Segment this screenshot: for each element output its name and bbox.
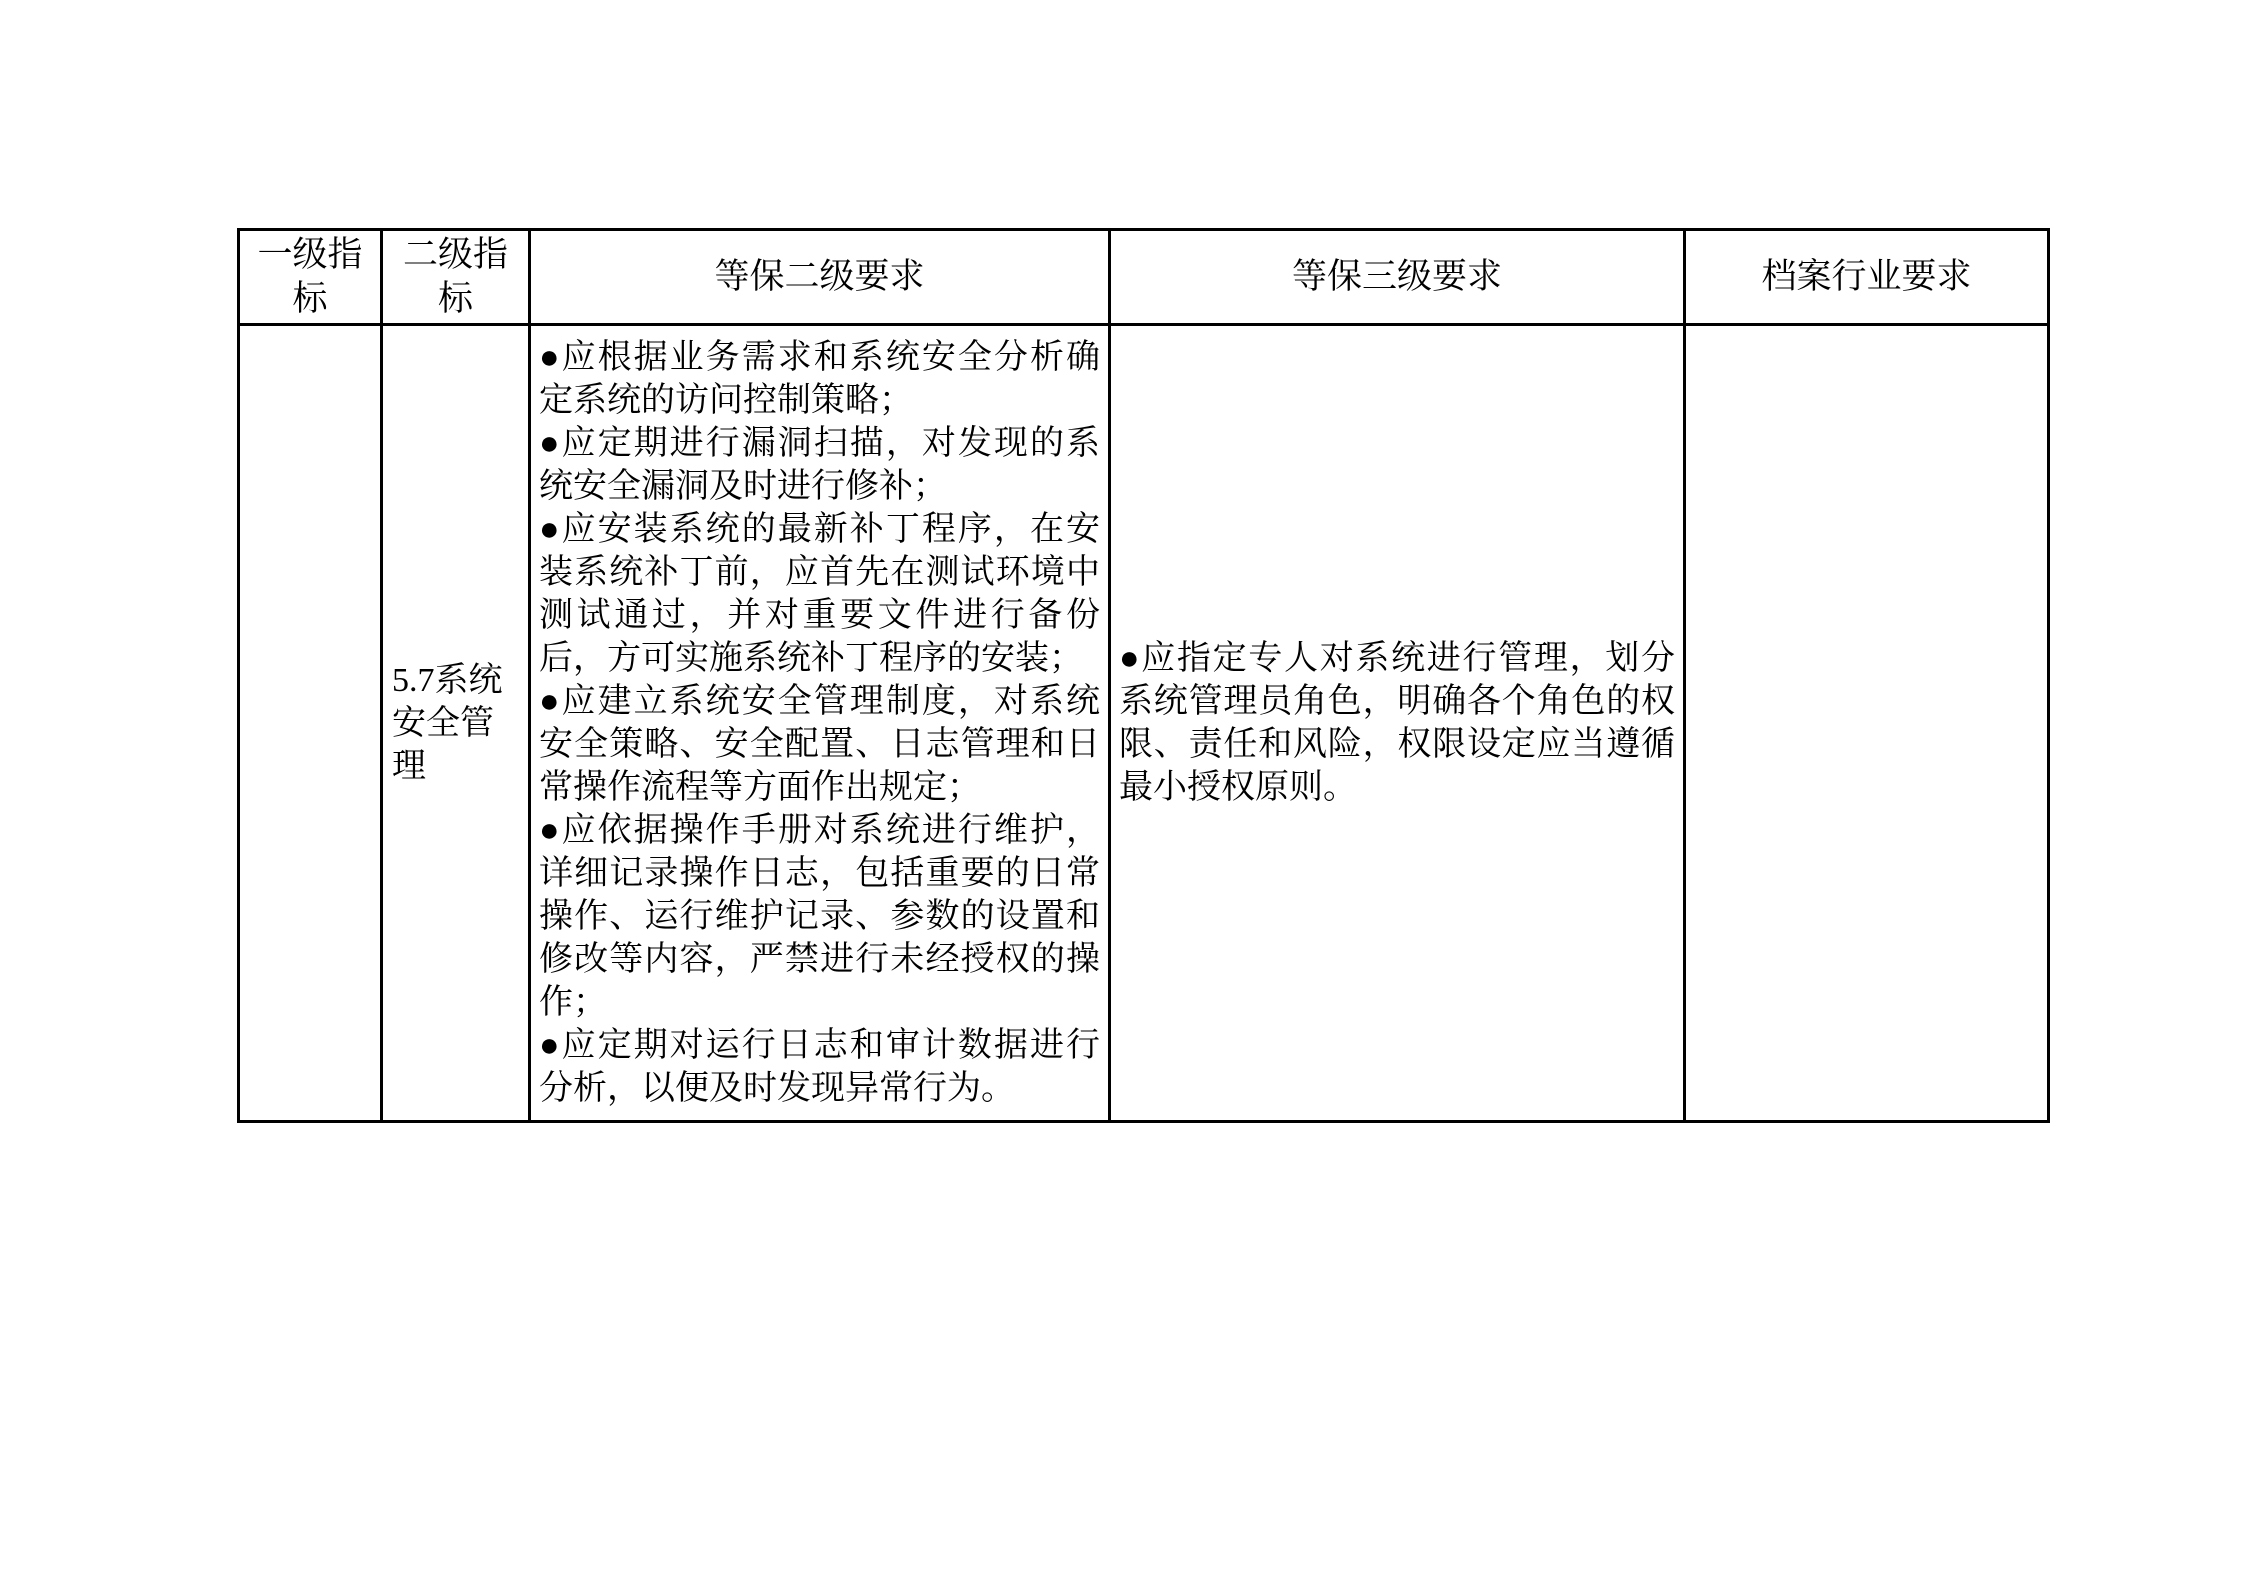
header-cell-level1-indicator: 一级指标 (239, 230, 382, 325)
cell-archive-industry-requirement-empty (1685, 325, 2049, 1122)
requirement-item: ●应定期对运行日志和审计数据进行分析，以便及时发现异常行为。 (539, 1026, 1100, 1107)
header-cell-level2-indicator: 二级指标 (382, 230, 530, 325)
header-cell-grade3-requirements: 等保三级要求 (1110, 230, 1685, 325)
table-header-row (239, 230, 2049, 325)
requirement-item: ●应依据操作手册对系统进行维护，详细记录操作日志，包括重要的日常操作、运行维护记录、参数的设置和修改等内容，严禁进行未经授权的操作； (539, 811, 1100, 1021)
header-cell-archive-industry-requirements: 档案行业要求 (1685, 230, 2049, 325)
requirement-item: ●应定期进行漏洞扫描，对发现的系统安全漏洞及时进行修补； (539, 424, 1100, 505)
requirement-item: ●应安装系统的最新补丁程序，在安装系统补丁前，应首先在测试环境中测试通过，并对重要文件进行备份后，方可实施系统补丁程序的安装； (539, 510, 1100, 677)
requirement-item: ●应建立系统安全管理制度，对系统安全策略、安全配置、日志管理和日常操作流程等方面作出规定； (539, 682, 1100, 806)
table-body-row (239, 325, 2049, 1122)
cell-level2-indicator: 5.7系统安全管理 (382, 325, 530, 1122)
requirement-item: ●应指定专人对系统进行管理，划分系统管理员角色，明确各个角色的权限、责任和风险，权限设定应当遵循最小授权原则。 (1119, 639, 1675, 806)
cell-level1-indicator-empty (239, 325, 382, 1122)
cell-grade2-requirements (530, 325, 1110, 1122)
requirement-item: ●应根据业务需求和系统安全分析确定系统的访问控制策略； (539, 338, 1100, 419)
header-cell-grade2-requirements: 等保二级要求 (530, 230, 1110, 325)
security-requirements-table (237, 228, 2050, 1123)
cell-grade3-requirements (1110, 325, 1685, 1122)
